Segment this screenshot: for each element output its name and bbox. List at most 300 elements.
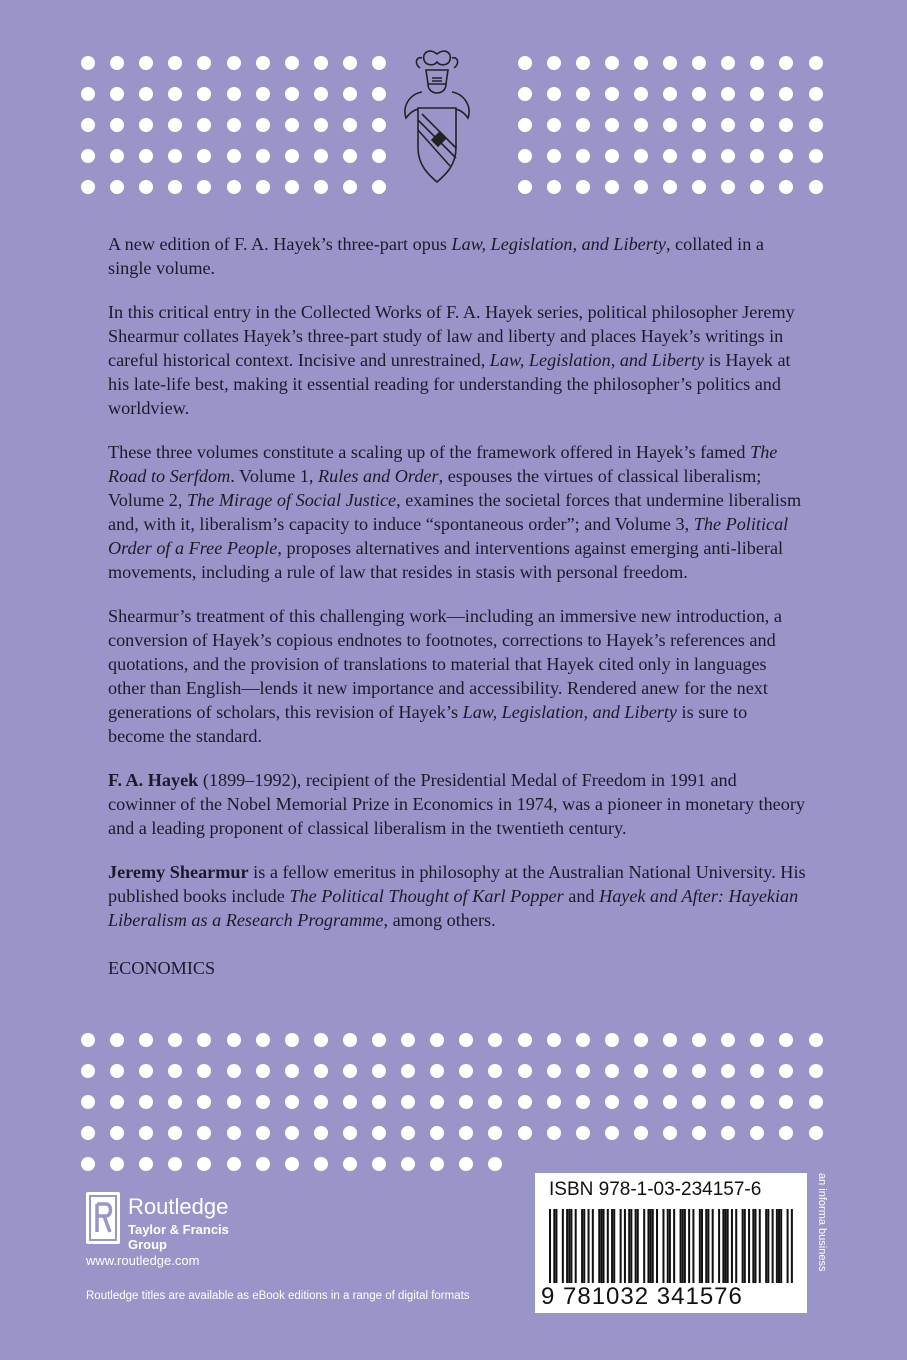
decorative-dot bbox=[721, 118, 735, 132]
decorative-dot bbox=[779, 1064, 793, 1078]
decorative-dot bbox=[314, 87, 328, 101]
decorative-dot bbox=[663, 149, 677, 163]
decorative-dot bbox=[488, 1064, 502, 1078]
decorative-dot bbox=[692, 87, 706, 101]
decorative-dot bbox=[663, 118, 677, 132]
decorative-dot bbox=[168, 87, 182, 101]
decorative-dot bbox=[197, 149, 211, 163]
decorative-dot bbox=[459, 1033, 473, 1047]
author-bio-hayek bbox=[108, 768, 808, 840]
barcode-bar bbox=[742, 1209, 744, 1283]
decorative-dot bbox=[518, 1126, 532, 1140]
decorative-dot bbox=[779, 1126, 793, 1140]
decorative-dot bbox=[285, 1095, 299, 1109]
decorative-dot bbox=[343, 1095, 357, 1109]
decorative-dot bbox=[168, 1126, 182, 1140]
decorative-dot bbox=[488, 1126, 502, 1140]
decorative-dot bbox=[372, 1033, 386, 1047]
decorative-dot bbox=[110, 1095, 124, 1109]
decorative-dot bbox=[168, 1033, 182, 1047]
italic-title-run: Law, Legislation, and Liberty bbox=[489, 350, 705, 370]
decorative-dot bbox=[634, 1033, 648, 1047]
text-run: , proposes alternatives and interventions against emerging anti-liberal movements, including a rule of law that resides in stasis with personal freedom. bbox=[108, 538, 784, 582]
text-run: A new edition of F. A. Hayek’s three-part opus bbox=[108, 234, 452, 254]
decorative-dot bbox=[110, 1126, 124, 1140]
decorative-dot bbox=[227, 87, 241, 101]
decorative-dot bbox=[256, 56, 270, 70]
bold-name-run: Jeremy Shearmur bbox=[108, 862, 249, 882]
text-run: In this critical entry in the Collected Works of F. A. Hayek series, political philosopher Jeremy Shearmur collates Hayek’s three-part study of law and liberty and places Hayek’s writings in careful historical context. Incisive and unrestrained, bbox=[108, 302, 795, 370]
decorative-dot bbox=[256, 1033, 270, 1047]
barcode-bar bbox=[588, 1209, 590, 1283]
decorative-dot bbox=[256, 118, 270, 132]
decorative-dot bbox=[576, 87, 590, 101]
decorative-dot bbox=[197, 1126, 211, 1140]
barcode-bar bbox=[748, 1209, 750, 1283]
text-run: , collated in a single volume. bbox=[108, 234, 764, 278]
barcode-bar bbox=[673, 1209, 675, 1283]
decorative-dot bbox=[692, 1095, 706, 1109]
decorative-dot bbox=[576, 1064, 590, 1078]
decorative-dot bbox=[81, 87, 95, 101]
decorative-dot bbox=[634, 118, 648, 132]
decorative-dot bbox=[197, 1064, 211, 1078]
barcode-bar bbox=[575, 1209, 577, 1283]
decorative-dot bbox=[721, 1095, 735, 1109]
decorative-dot bbox=[401, 1033, 415, 1047]
barcode-bar bbox=[688, 1209, 690, 1283]
decorative-dot bbox=[488, 1095, 502, 1109]
decorative-dot bbox=[343, 1064, 357, 1078]
decorative-dot bbox=[168, 118, 182, 132]
decorative-dot bbox=[139, 1157, 153, 1171]
decorative-dot bbox=[139, 1033, 153, 1047]
text-run: is Hayek at his late-life best, making it essential reading for understanding the philosopher’s politics and worldview. bbox=[108, 350, 791, 418]
barcode-bar bbox=[624, 1209, 626, 1283]
barcode-bar bbox=[607, 1209, 609, 1283]
decorative-dot bbox=[430, 1095, 444, 1109]
decorative-dot bbox=[634, 1064, 648, 1078]
decorative-dot bbox=[139, 56, 153, 70]
barcode-bar bbox=[684, 1209, 686, 1283]
decorative-dot bbox=[343, 87, 357, 101]
decorative-dot bbox=[576, 56, 590, 70]
decorative-dot bbox=[314, 180, 328, 194]
decorative-dot bbox=[634, 1126, 648, 1140]
decorative-dot bbox=[139, 180, 153, 194]
decorative-dot bbox=[227, 118, 241, 132]
decorative-dot bbox=[721, 180, 735, 194]
decorative-dot bbox=[285, 149, 299, 163]
text-run: . Volume 1, bbox=[230, 466, 319, 486]
decorative-dot bbox=[576, 1033, 590, 1047]
decorative-dot bbox=[663, 56, 677, 70]
decorative-dot bbox=[401, 1095, 415, 1109]
barcode-bar bbox=[754, 1209, 756, 1283]
decorative-dot bbox=[750, 1064, 764, 1078]
ebook-availability-note: Routledge titles are available as eBook editions in a range of digital formats bbox=[86, 1290, 470, 1302]
decorative-dot bbox=[227, 180, 241, 194]
barcode-bar bbox=[570, 1209, 572, 1283]
italic-title-run: Law, Legislation, and Liberty bbox=[462, 702, 677, 722]
decorative-dot bbox=[314, 1157, 328, 1171]
decorative-dot bbox=[547, 180, 561, 194]
decorative-dot bbox=[81, 1033, 95, 1047]
barcode-bar bbox=[712, 1209, 714, 1283]
decorative-dot bbox=[343, 56, 357, 70]
decorative-dot bbox=[285, 1064, 299, 1078]
decorative-dot bbox=[139, 87, 153, 101]
decorative-dot bbox=[605, 118, 619, 132]
decorative-dot bbox=[430, 1064, 444, 1078]
decorative-dot bbox=[285, 1157, 299, 1171]
decorative-dot bbox=[139, 1064, 153, 1078]
decorative-dot bbox=[343, 1126, 357, 1140]
barcode-bar bbox=[765, 1209, 767, 1283]
barcode-bar bbox=[705, 1209, 707, 1283]
decorative-dot bbox=[634, 56, 648, 70]
decorative-dot bbox=[197, 1095, 211, 1109]
decorative-dot bbox=[721, 1064, 735, 1078]
italic-title-run: Rules and Order bbox=[318, 466, 439, 486]
text-run: is a fellow emeritus in philosophy at the Australian National University. His published books include bbox=[108, 862, 806, 906]
decorative-dot bbox=[779, 87, 793, 101]
decorative-dot bbox=[430, 1033, 444, 1047]
decorative-dot bbox=[430, 1157, 444, 1171]
decorative-dot bbox=[227, 1126, 241, 1140]
decorative-dot bbox=[372, 1157, 386, 1171]
decorative-dot bbox=[692, 56, 706, 70]
decorative-dot bbox=[139, 1126, 153, 1140]
decorative-dot bbox=[547, 1033, 561, 1047]
crest-icon bbox=[392, 48, 482, 188]
decorative-dot bbox=[314, 118, 328, 132]
decorative-dot bbox=[547, 149, 561, 163]
decorative-dot bbox=[779, 180, 793, 194]
decorative-dot bbox=[488, 1033, 502, 1047]
informa-business-tag bbox=[814, 1173, 830, 1323]
barcode-bar bbox=[682, 1209, 684, 1283]
decorative-dot bbox=[750, 149, 764, 163]
barcode-bar bbox=[630, 1209, 632, 1283]
decorative-dot bbox=[372, 1126, 386, 1140]
barcode-bar bbox=[650, 1209, 652, 1283]
publisher-group: Taylor & Francis Group bbox=[128, 1222, 229, 1252]
decorative-dot bbox=[518, 1033, 532, 1047]
decorative-dot bbox=[721, 87, 735, 101]
barcode-bar bbox=[722, 1209, 724, 1283]
text-run: , espouses the virtues of classical liberalism; Volume 2, bbox=[108, 466, 762, 510]
decorative-dot bbox=[401, 1157, 415, 1171]
decorative-dot bbox=[750, 56, 764, 70]
barcode-bar bbox=[731, 1209, 733, 1283]
decorative-dot bbox=[110, 180, 124, 194]
barcode-bar bbox=[707, 1209, 709, 1283]
editor-bio-shearmur bbox=[108, 860, 808, 932]
barcode-bar bbox=[603, 1209, 605, 1283]
decorative-dot bbox=[197, 1033, 211, 1047]
barcode-icon bbox=[549, 1209, 793, 1283]
decorative-dot bbox=[256, 87, 270, 101]
publisher-name: Routledge bbox=[128, 1194, 229, 1219]
decorative-dot bbox=[750, 118, 764, 132]
barcode-bar bbox=[718, 1209, 720, 1283]
decorative-dot bbox=[721, 56, 735, 70]
decorative-dot bbox=[372, 1095, 386, 1109]
decorative-dot bbox=[779, 1033, 793, 1047]
decorative-dot bbox=[605, 1126, 619, 1140]
decorative-dot bbox=[459, 1126, 473, 1140]
decorative-dot bbox=[285, 118, 299, 132]
barcode-bar bbox=[566, 1209, 568, 1283]
barcode-bar bbox=[727, 1209, 729, 1283]
decorative-dot bbox=[372, 180, 386, 194]
decorative-dot bbox=[576, 149, 590, 163]
barcode-bar bbox=[735, 1209, 737, 1283]
decorative-dot bbox=[809, 118, 823, 132]
decorative-dot bbox=[721, 149, 735, 163]
decorative-dot bbox=[314, 1033, 328, 1047]
decorative-dot bbox=[809, 1033, 823, 1047]
decorative-dot bbox=[663, 1126, 677, 1140]
decorative-dot bbox=[110, 87, 124, 101]
decorative-dot bbox=[110, 1157, 124, 1171]
text-run: , examines the societal forces that undermine liberalism and, with it, liberalism’s capacity to induce “spontaneous order”; and Volume 3, bbox=[108, 490, 802, 534]
barcode-bar bbox=[620, 1209, 622, 1283]
barcode-bar bbox=[652, 1209, 654, 1283]
decorative-dot bbox=[343, 1157, 357, 1171]
decorative-dot bbox=[750, 1033, 764, 1047]
decorative-dot bbox=[663, 180, 677, 194]
decorative-dot bbox=[227, 1095, 241, 1109]
decorative-dot bbox=[430, 1126, 444, 1140]
barcode-bar bbox=[628, 1209, 630, 1283]
decorative-dot bbox=[809, 1064, 823, 1078]
barcode-bar bbox=[787, 1209, 789, 1283]
barcode-bar bbox=[752, 1209, 754, 1283]
back-cover-blurb bbox=[108, 232, 808, 1000]
decorative-dot bbox=[634, 180, 648, 194]
barcode-bar bbox=[701, 1209, 703, 1283]
decorative-dot bbox=[576, 180, 590, 194]
barcode-bar bbox=[643, 1209, 645, 1283]
barcode-bar bbox=[725, 1209, 727, 1283]
decorative-dot bbox=[81, 1157, 95, 1171]
decorative-dot bbox=[809, 180, 823, 194]
decorative-dot bbox=[605, 180, 619, 194]
barcode-bar bbox=[791, 1209, 793, 1283]
barcode-bar bbox=[592, 1209, 594, 1283]
decorative-dot bbox=[372, 118, 386, 132]
decorative-dot bbox=[314, 56, 328, 70]
barcode-bar bbox=[656, 1209, 658, 1283]
decorative-dot bbox=[750, 1095, 764, 1109]
decorative-dot bbox=[663, 1033, 677, 1047]
barcode-bar bbox=[562, 1209, 564, 1283]
decorative-dot bbox=[518, 118, 532, 132]
decorative-dot bbox=[605, 56, 619, 70]
decorative-dot bbox=[692, 1033, 706, 1047]
decorative-dot bbox=[518, 1095, 532, 1109]
decorative-dot bbox=[343, 180, 357, 194]
informa-label: an informa business bbox=[816, 1173, 828, 1272]
decorative-dot bbox=[256, 1157, 270, 1171]
decorative-dot bbox=[343, 149, 357, 163]
decorative-dot bbox=[314, 1064, 328, 1078]
decorative-dot bbox=[401, 1126, 415, 1140]
barcode-bar bbox=[635, 1209, 637, 1283]
decorative-dot bbox=[81, 56, 95, 70]
decorative-dot bbox=[110, 1033, 124, 1047]
decorative-dot bbox=[692, 1126, 706, 1140]
decorative-dot bbox=[401, 1064, 415, 1078]
barcode-bar bbox=[568, 1209, 570, 1283]
decorative-dot bbox=[547, 87, 561, 101]
decorative-dot bbox=[139, 149, 153, 163]
decorative-dot bbox=[227, 1157, 241, 1171]
decorative-dot bbox=[809, 87, 823, 101]
barcode-bar bbox=[776, 1209, 778, 1283]
italic-title-run: The Political Order of a Free People bbox=[108, 514, 789, 558]
publisher-url[interactable]: www.routledge.com bbox=[86, 1253, 200, 1268]
blurb-paragraph-intro bbox=[108, 232, 808, 280]
decorative-dot bbox=[750, 1126, 764, 1140]
routledge-logo bbox=[86, 1192, 266, 1252]
decorative-dot bbox=[692, 180, 706, 194]
decorative-dot bbox=[256, 149, 270, 163]
barcode-bar bbox=[613, 1209, 615, 1283]
decorative-dot bbox=[634, 1095, 648, 1109]
decorative-dot bbox=[285, 1126, 299, 1140]
blurb-paragraph-context bbox=[108, 300, 808, 420]
barcode-bar bbox=[780, 1209, 782, 1283]
decorative-dot bbox=[459, 1095, 473, 1109]
text-run: Shearmur’s treatment of this challenging work—including an immersive new introduction, a conversion of Hayek’s copious endnotes to footnotes, corrections to Hayek’s references and quotations, and the provision of translations to material that Hayek cited only in languages other than English—lends it new importance and accessibility. Rendered anew for the next generations of scholars, this revision of Hayek’s bbox=[108, 606, 782, 722]
decorative-dot bbox=[168, 180, 182, 194]
decorative-dot bbox=[576, 1126, 590, 1140]
barcode-bar bbox=[583, 1209, 585, 1283]
decorative-dot bbox=[81, 149, 95, 163]
italic-title-run: The Mirage of Social Justice bbox=[186, 490, 397, 510]
decorative-dot bbox=[750, 180, 764, 194]
decorative-dot bbox=[227, 1064, 241, 1078]
italic-title-run: The Political Thought of Karl Popper bbox=[289, 886, 564, 906]
decorative-dot bbox=[547, 56, 561, 70]
decorative-dot bbox=[197, 118, 211, 132]
barcode-bar bbox=[772, 1209, 774, 1283]
barcode-bar bbox=[581, 1209, 583, 1283]
decorative-dot bbox=[168, 149, 182, 163]
decorative-dot bbox=[197, 56, 211, 70]
decorative-dot bbox=[663, 1064, 677, 1078]
decorative-dot bbox=[314, 1095, 328, 1109]
decorative-dot bbox=[81, 180, 95, 194]
decorative-dot bbox=[518, 180, 532, 194]
decorative-dot bbox=[110, 149, 124, 163]
decorative-dot bbox=[547, 1126, 561, 1140]
decorative-dot bbox=[692, 149, 706, 163]
decorative-dot bbox=[343, 1033, 357, 1047]
decorative-dot bbox=[372, 56, 386, 70]
blurb-paragraph-edition bbox=[108, 604, 808, 748]
decorative-dot bbox=[110, 1064, 124, 1078]
decorative-dot bbox=[518, 1064, 532, 1078]
decorative-dot bbox=[547, 118, 561, 132]
decorative-dot bbox=[809, 1126, 823, 1140]
decorative-dot bbox=[518, 149, 532, 163]
decorative-dot bbox=[168, 1095, 182, 1109]
barcode-bar bbox=[549, 1209, 551, 1283]
decorative-dot bbox=[605, 87, 619, 101]
barcode-bar bbox=[692, 1209, 694, 1283]
decorative-dot bbox=[809, 149, 823, 163]
decorative-dot bbox=[168, 1157, 182, 1171]
decorative-dot bbox=[576, 1095, 590, 1109]
italic-title-run: The Road to Serfdom bbox=[108, 442, 778, 486]
text-run: and bbox=[563, 886, 600, 906]
decorative-dot bbox=[459, 1064, 473, 1078]
barcode-bar bbox=[647, 1209, 649, 1283]
decorative-dot bbox=[285, 180, 299, 194]
decorative-dot bbox=[488, 1157, 502, 1171]
decorative-dot bbox=[605, 1095, 619, 1109]
decorative-dot bbox=[227, 149, 241, 163]
barcode-bar bbox=[611, 1209, 613, 1283]
decorative-dot bbox=[634, 149, 648, 163]
decorative-dot bbox=[779, 118, 793, 132]
barcode-bar bbox=[778, 1209, 780, 1283]
decorative-dot bbox=[256, 1064, 270, 1078]
decorative-dot bbox=[81, 1064, 95, 1078]
blurb-paragraph-volumes bbox=[108, 440, 808, 584]
decorative-dot bbox=[372, 1064, 386, 1078]
barcode-bar bbox=[667, 1209, 669, 1283]
decorative-dot bbox=[663, 1095, 677, 1109]
decorative-dot bbox=[372, 149, 386, 163]
decorative-dot bbox=[779, 1095, 793, 1109]
isbn-digits: 9 781032 341576 bbox=[541, 1283, 743, 1310]
decorative-dot bbox=[285, 87, 299, 101]
decorative-dot bbox=[372, 87, 386, 101]
decorative-dot bbox=[634, 87, 648, 101]
decorative-dot bbox=[721, 1126, 735, 1140]
decorative-dot bbox=[197, 1157, 211, 1171]
decorative-dot bbox=[314, 149, 328, 163]
barcode-bar bbox=[744, 1209, 746, 1283]
barcode-bar bbox=[669, 1209, 671, 1283]
text-run: , among others. bbox=[383, 910, 496, 930]
decorative-dot bbox=[227, 56, 241, 70]
isbn-barcode-panel bbox=[535, 1173, 807, 1313]
barcode-bar bbox=[680, 1209, 682, 1283]
decorative-dot bbox=[81, 1095, 95, 1109]
decorative-dot bbox=[809, 1095, 823, 1109]
barcode-bar bbox=[767, 1209, 769, 1283]
decorative-dot bbox=[81, 1126, 95, 1140]
routledge-logo-icon bbox=[86, 1192, 120, 1244]
dot-pattern-bottom bbox=[0, 1010, 907, 1170]
decorative-dot bbox=[139, 118, 153, 132]
barcode-bar bbox=[699, 1209, 701, 1283]
decorative-dot bbox=[197, 87, 211, 101]
barcode-bar bbox=[637, 1209, 639, 1283]
barcode-bar bbox=[555, 1209, 557, 1283]
bold-name-run: F. A. Hayek bbox=[108, 770, 199, 790]
decorative-dot bbox=[692, 1064, 706, 1078]
decorative-dot bbox=[518, 56, 532, 70]
decorative-dot bbox=[197, 180, 211, 194]
decorative-dot bbox=[81, 118, 95, 132]
